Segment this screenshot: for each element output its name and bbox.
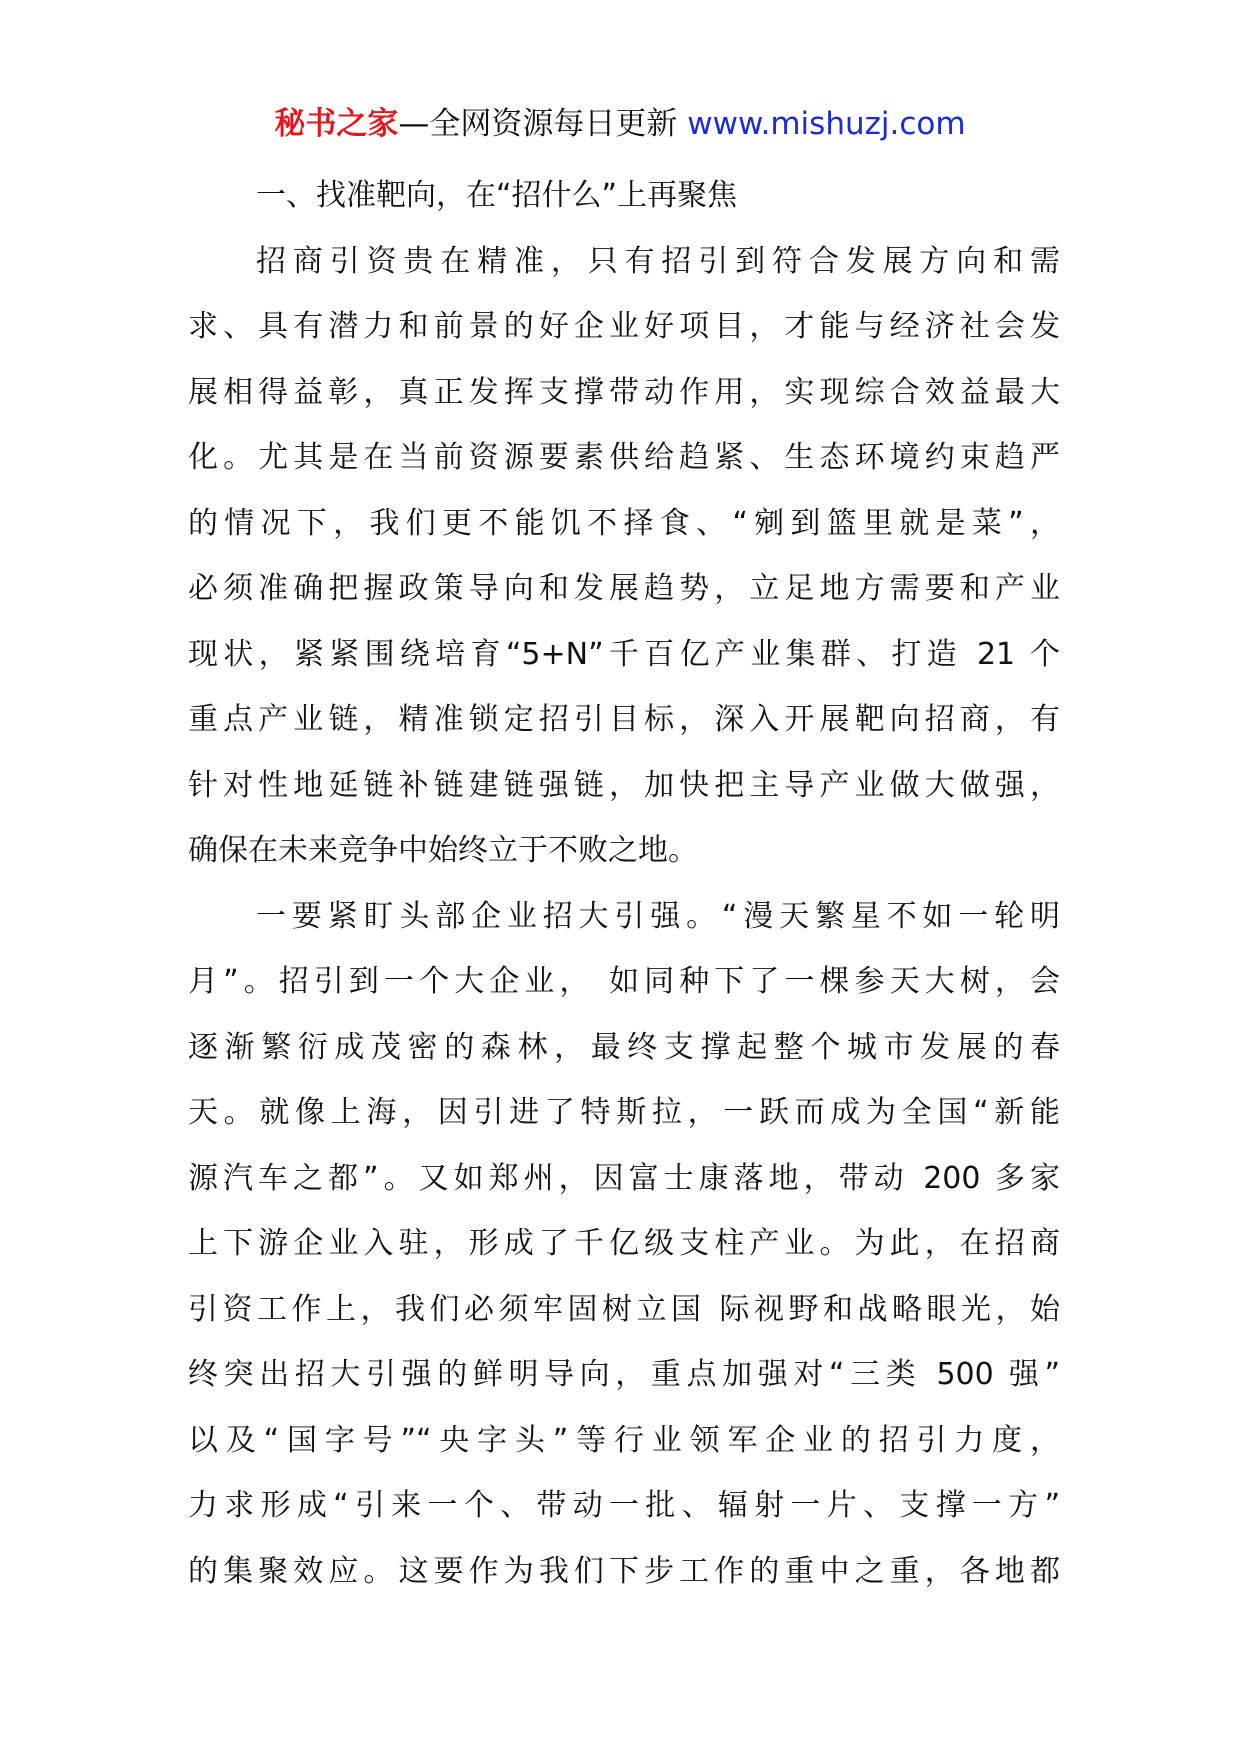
paragraph-line: 展相得益彰，真正发挥支撑带动作用，实现综合效益最大 <box>188 374 1060 410</box>
paragraph-line: 确保在未来竞争中始终立于不败之地。 <box>188 833 698 868</box>
document-body <box>188 163 1060 1604</box>
paragraph-line: 逐渐繁衍成茂密的森林，最终支撑起整个城市发展的春 <box>188 1029 1060 1065</box>
paragraph-line: 针对性地延链补链建链强链，加快把主导产业做大做强， <box>188 767 1060 803</box>
paragraph-line: 源汽车之都”。又如郑州，因富士康落地，带动 200 多家 <box>188 1160 1060 1196</box>
paragraph-line: 重点产业链，精准锁定招引目标，深入开展靶向招商，有 <box>188 702 1060 737</box>
paragraph-line: 以及“国字号”“央字头”等行业领军企业的招引力度， <box>188 1422 1060 1458</box>
paragraph-line: 引资工作上，我们必须牢固树立国 际视野和战略眼光，始 <box>188 1291 1060 1327</box>
section-heading: 一、找准靶向，在“招什么”上再聚焦 <box>256 178 738 213</box>
paragraph-line: 终突出招大引强的鲜明导向，重点加强对“三类 500 强” <box>188 1357 1060 1392</box>
paragraph-line: 求、具有潜力和前景的好企业好项目，才能与经济社会发 <box>188 309 1060 344</box>
site-header <box>0 102 1240 146</box>
site-brand: 秘书之家 <box>274 106 399 142</box>
paragraph-line: 上下游企业入驻，形成了千亿级支柱产业。为此，在招商 <box>188 1226 1060 1261</box>
paragraph-line: 必须准确把握政策导向和发展趋势，立足地方需要和产业 <box>188 571 1060 606</box>
paragraph-line: 天。就像上海，因引进了特斯拉，一跃而成为全国“新能 <box>188 1095 1060 1130</box>
paragraph-line: 月”。招引到一个大企业， 如同种下了一棵参天大树，会 <box>188 964 1060 999</box>
paragraph-line: 一要紧盯头部企业招大引强。“漫天繁星不如一轮明 <box>256 898 1060 934</box>
paragraph-line: 现状，紧紧围绕培育“5+N”千百亿产业集群、打造 21 个 <box>188 636 1060 672</box>
paragraph-line: 力求形成“引来一个、带动一批、辐射一片、支撑一方” <box>188 1488 1060 1523</box>
paragraph-line: 招商引资贵在精准，只有招引到符合发展方向和需 <box>256 243 1060 279</box>
site-tagline: —全网资源每日更新 <box>398 106 678 142</box>
paragraph-line: 的集聚效应。这要作为我们下步工作的重中之重，各地都 <box>188 1553 1060 1589</box>
paragraph-line: 的情况下，我们更不能饥不择食、“剜到篮里就是菜”， <box>188 505 1060 541</box>
paragraph-line: 化。尤其是在当前资源要素供给趋紧、生态环境约束趋严 <box>188 440 1060 475</box>
site-url-link[interactable]: www.mishuzj.com <box>687 106 966 142</box>
